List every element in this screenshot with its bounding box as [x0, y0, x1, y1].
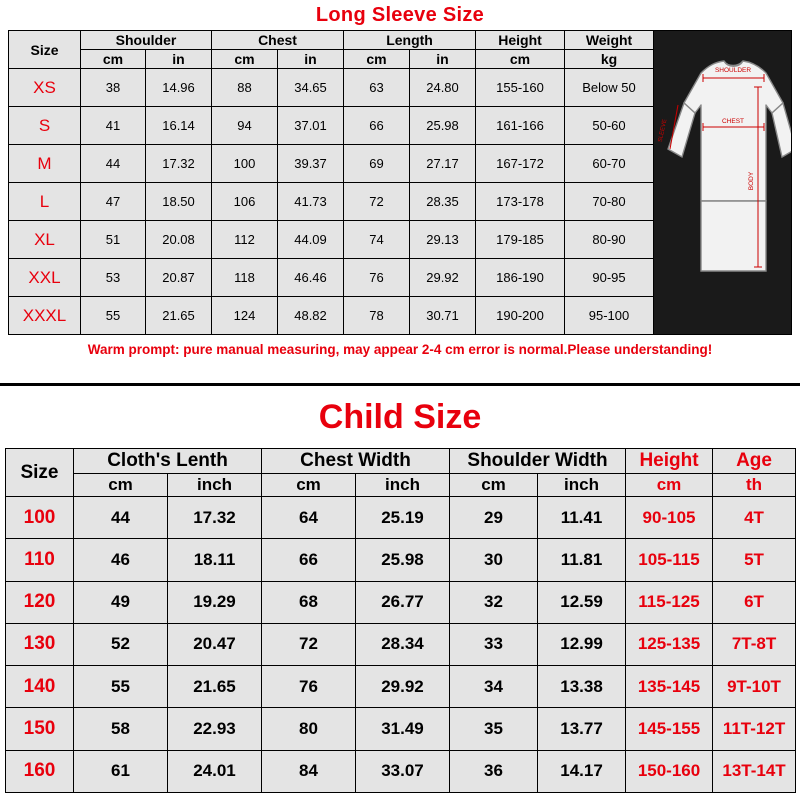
table-row	[6, 666, 796, 708]
adult-cell-weight-kg: 95-100	[565, 297, 654, 335]
adult-cell-chest-in: 41.73	[278, 183, 344, 221]
adult-header-chest: Chest	[212, 31, 344, 50]
child-cell-age: 5T	[713, 539, 796, 581]
child-cell-chest-inch: 33.07	[356, 750, 450, 792]
adult-cell-shoulder-in: 20.08	[146, 221, 212, 259]
adult-cell-chest-cm: 106	[212, 183, 278, 221]
adult-cell-chest-cm: 112	[212, 221, 278, 259]
adult-unit-length-cm: cm	[344, 50, 410, 69]
adult-cell-length-in: 29.92	[410, 259, 476, 297]
child-cell-length-cm: 55	[74, 666, 168, 708]
table-row	[6, 623, 796, 665]
child-cell-length-cm: 52	[74, 623, 168, 665]
table-row	[6, 497, 796, 539]
child-group-header-row	[6, 449, 796, 474]
adult-size-value: XXXL	[9, 297, 81, 335]
adult-cell-height-cm: 179-185	[476, 221, 565, 259]
child-unit-header-row	[6, 474, 796, 497]
adult-header-length: Length	[344, 31, 476, 50]
table-row	[9, 259, 654, 297]
child-cell-shoulder-cm: 30	[450, 539, 538, 581]
adult-cell-shoulder-in: 17.32	[146, 145, 212, 183]
adult-cell-weight-kg: 80-90	[565, 221, 654, 259]
table-row	[6, 750, 796, 792]
adult-cell-height-cm: 190-200	[476, 297, 565, 335]
child-cell-age: 13T-14T	[713, 750, 796, 792]
adult-unit-length-in: in	[410, 50, 476, 69]
child-cell-chest-cm: 64	[262, 497, 356, 539]
table-row	[9, 145, 654, 183]
table-row	[6, 708, 796, 750]
adult-cell-shoulder-cm: 44	[81, 145, 146, 183]
child-size-value: 140	[6, 666, 74, 708]
child-cell-length-cm: 44	[74, 497, 168, 539]
child-cell-age: 9T-10T	[713, 666, 796, 708]
diagram-label-sleeve: SLEEVE	[657, 118, 669, 143]
child-cell-length-inch: 18.11	[168, 539, 262, 581]
adult-cell-shoulder-in: 21.65	[146, 297, 212, 335]
child-unit-shoulder-inch: inch	[538, 474, 626, 497]
adult-cell-chest-in: 34.65	[278, 69, 344, 107]
adult-cell-weight-kg: 90-95	[565, 259, 654, 297]
adult-unit-weight-kg: kg	[565, 50, 654, 69]
child-cell-shoulder-inch: 12.99	[538, 623, 626, 665]
child-cell-chest-cm: 76	[262, 666, 356, 708]
adult-size-table	[8, 30, 654, 335]
child-cell-length-inch: 22.93	[168, 708, 262, 750]
child-cell-shoulder-cm: 33	[450, 623, 538, 665]
child-cell-shoulder-inch: 12.59	[538, 581, 626, 623]
child-section-title: Child Size	[318, 398, 482, 436]
adult-cell-shoulder-in: 16.14	[146, 107, 212, 145]
adult-cell-chest-cm: 100	[212, 145, 278, 183]
adult-cell-shoulder-in: 14.96	[146, 69, 212, 107]
adult-unit-header-row	[9, 50, 654, 69]
adult-cell-shoulder-cm: 53	[81, 259, 146, 297]
child-cell-shoulder-cm: 34	[450, 666, 538, 708]
child-size-value: 120	[6, 581, 74, 623]
adult-cell-height-cm: 161-166	[476, 107, 565, 145]
child-size-value: 150	[6, 708, 74, 750]
adult-unit-chest-cm: cm	[212, 50, 278, 69]
child-unit-length-cm: cm	[74, 474, 168, 497]
adult-cell-length-in: 27.17	[410, 145, 476, 183]
child-cell-height-cm: 135-145	[626, 666, 713, 708]
child-size-section	[0, 386, 800, 800]
adult-unit-shoulder-in: in	[146, 50, 212, 69]
table-row	[9, 69, 654, 107]
child-cell-age: 11T-12T	[713, 708, 796, 750]
child-cell-chest-inch: 28.34	[356, 623, 450, 665]
child-cell-chest-inch: 26.77	[356, 581, 450, 623]
adult-cell-weight-kg: Below 50	[565, 69, 654, 107]
child-cell-chest-cm: 80	[262, 708, 356, 750]
child-cell-shoulder-cm: 32	[450, 581, 538, 623]
adult-cell-chest-in: 44.09	[278, 221, 344, 259]
child-cell-length-cm: 46	[74, 539, 168, 581]
child-cell-shoulder-cm: 29	[450, 497, 538, 539]
child-cell-length-inch: 21.65	[168, 666, 262, 708]
adult-header-weight: Weight	[565, 31, 654, 50]
table-row	[6, 581, 796, 623]
table-row	[6, 539, 796, 581]
adult-cell-shoulder-cm: 55	[81, 297, 146, 335]
adult-cell-shoulder-cm: 51	[81, 221, 146, 259]
adult-cell-length-cm: 72	[344, 183, 410, 221]
adult-header-height: Height	[476, 31, 565, 50]
child-header-height: Height	[626, 449, 713, 474]
child-cell-height-cm: 115-125	[626, 581, 713, 623]
adult-size-value: XXL	[9, 259, 81, 297]
child-size-value: 160	[6, 750, 74, 792]
child-cell-length-inch: 20.47	[168, 623, 262, 665]
adult-cell-length-cm: 63	[344, 69, 410, 107]
adult-size-value: XL	[9, 221, 81, 259]
adult-header-shoulder: Shoulder	[81, 31, 212, 50]
adult-unit-chest-in: in	[278, 50, 344, 69]
child-cell-length-cm: 58	[74, 708, 168, 750]
adult-section-title: Long Sleeve Size	[315, 4, 485, 26]
adult-cell-length-cm: 69	[344, 145, 410, 183]
child-unit-shoulder-cm: cm	[450, 474, 538, 497]
child-unit-chest-inch: inch	[356, 474, 450, 497]
child-cell-shoulder-inch: 14.17	[538, 750, 626, 792]
child-cell-length-cm: 49	[74, 581, 168, 623]
adult-cell-weight-kg: 50-60	[565, 107, 654, 145]
adult-cell-length-in: 28.35	[410, 183, 476, 221]
adult-cell-chest-in: 48.82	[278, 297, 344, 335]
child-unit-chest-cm: cm	[262, 474, 356, 497]
child-header-cloth-length: Cloth's Lenth	[74, 449, 262, 474]
adult-cell-shoulder-in: 20.87	[146, 259, 212, 297]
adult-header-size: Size	[9, 31, 81, 69]
adult-cell-length-cm: 74	[344, 221, 410, 259]
adult-cell-height-cm: 173-178	[476, 183, 565, 221]
adult-cell-chest-cm: 94	[212, 107, 278, 145]
table-row	[9, 297, 654, 335]
adult-size-value: L	[9, 183, 81, 221]
child-cell-shoulder-inch: 11.41	[538, 497, 626, 539]
child-header-size: Size	[6, 449, 74, 497]
adult-cell-length-cm: 66	[344, 107, 410, 145]
child-cell-shoulder-inch: 13.77	[538, 708, 626, 750]
child-cell-height-cm: 90-105	[626, 497, 713, 539]
child-cell-height-cm: 105-115	[626, 539, 713, 581]
table-row	[9, 183, 654, 221]
child-cell-chest-inch: 25.98	[356, 539, 450, 581]
child-unit-age-th: th	[713, 474, 796, 497]
child-cell-chest-inch: 31.49	[356, 708, 450, 750]
measuring-warning-text: Warm prompt: pure manual measuring, may appear 2-4 cm error is normal.Please understanding!	[87, 342, 713, 357]
table-row	[9, 221, 654, 259]
child-cell-shoulder-inch: 11.81	[538, 539, 626, 581]
child-cell-shoulder-inch: 13.38	[538, 666, 626, 708]
adult-cell-weight-kg: 60-70	[565, 145, 654, 183]
child-unit-length-inch: inch	[168, 474, 262, 497]
adult-cell-length-in: 30.71	[410, 297, 476, 335]
child-cell-shoulder-cm: 36	[450, 750, 538, 792]
adult-cell-length-cm: 76	[344, 259, 410, 297]
adult-cell-chest-cm: 124	[212, 297, 278, 335]
child-cell-length-cm: 61	[74, 750, 168, 792]
child-size-value: 130	[6, 623, 74, 665]
adult-cell-chest-cm: 118	[212, 259, 278, 297]
adult-cell-shoulder-cm: 47	[81, 183, 146, 221]
child-cell-chest-inch: 25.19	[356, 497, 450, 539]
child-cell-chest-cm: 84	[262, 750, 356, 792]
child-header-age: Age	[713, 449, 796, 474]
adult-cell-length-in: 24.80	[410, 69, 476, 107]
adult-group-header-row	[9, 31, 654, 50]
adult-size-value: S	[9, 107, 81, 145]
child-cell-height-cm: 125-135	[626, 623, 713, 665]
child-unit-height-cm: cm	[626, 474, 713, 497]
diagram-label-body: BODY	[748, 171, 756, 191]
adult-cell-height-cm: 186-190	[476, 259, 565, 297]
adult-cell-shoulder-cm: 41	[81, 107, 146, 145]
adult-cell-length-in: 25.98	[410, 107, 476, 145]
long-sleeve-shirt-icon	[654, 31, 792, 335]
adult-size-section	[0, 0, 800, 380]
child-cell-age: 6T	[713, 581, 796, 623]
adult-cell-chest-cm: 88	[212, 69, 278, 107]
child-cell-shoulder-cm: 35	[450, 708, 538, 750]
table-row	[9, 107, 654, 145]
adult-cell-chest-in: 37.01	[278, 107, 344, 145]
child-header-shoulder-width: Shoulder Width	[450, 449, 626, 474]
adult-size-value: M	[9, 145, 81, 183]
diagram-label-shoulder: SHOULDER	[714, 67, 752, 74]
child-cell-age: 4T	[713, 497, 796, 539]
child-cell-length-inch: 19.29	[168, 581, 262, 623]
adult-cell-weight-kg: 70-80	[565, 183, 654, 221]
adult-cell-height-cm: 155-160	[476, 69, 565, 107]
adult-cell-shoulder-cm: 38	[81, 69, 146, 107]
adult-cell-chest-in: 46.46	[278, 259, 344, 297]
child-cell-chest-cm: 68	[262, 581, 356, 623]
child-size-value: 100	[6, 497, 74, 539]
long-sleeve-diagram-panel	[654, 30, 792, 335]
child-cell-chest-inch: 29.92	[356, 666, 450, 708]
adult-cell-shoulder-in: 18.50	[146, 183, 212, 221]
adult-unit-height-cm: cm	[476, 50, 565, 69]
diagram-label-chest: CHEST	[722, 118, 745, 125]
child-cell-chest-cm: 66	[262, 539, 356, 581]
child-cell-age: 7T-8T	[713, 623, 796, 665]
adult-cell-length-cm: 78	[344, 297, 410, 335]
adult-unit-shoulder-cm: cm	[81, 50, 146, 69]
child-cell-length-inch: 17.32	[168, 497, 262, 539]
adult-cell-length-in: 29.13	[410, 221, 476, 259]
adult-size-value: XS	[9, 69, 81, 107]
child-size-value: 110	[6, 539, 74, 581]
child-cell-chest-cm: 72	[262, 623, 356, 665]
adult-body	[8, 30, 792, 335]
child-header-chest-width: Chest Width	[262, 449, 450, 474]
child-size-table	[5, 448, 796, 793]
adult-cell-chest-in: 39.37	[278, 145, 344, 183]
adult-cell-height-cm: 167-172	[476, 145, 565, 183]
child-cell-height-cm: 145-155	[626, 708, 713, 750]
child-cell-length-inch: 24.01	[168, 750, 262, 792]
child-cell-height-cm: 150-160	[626, 750, 713, 792]
